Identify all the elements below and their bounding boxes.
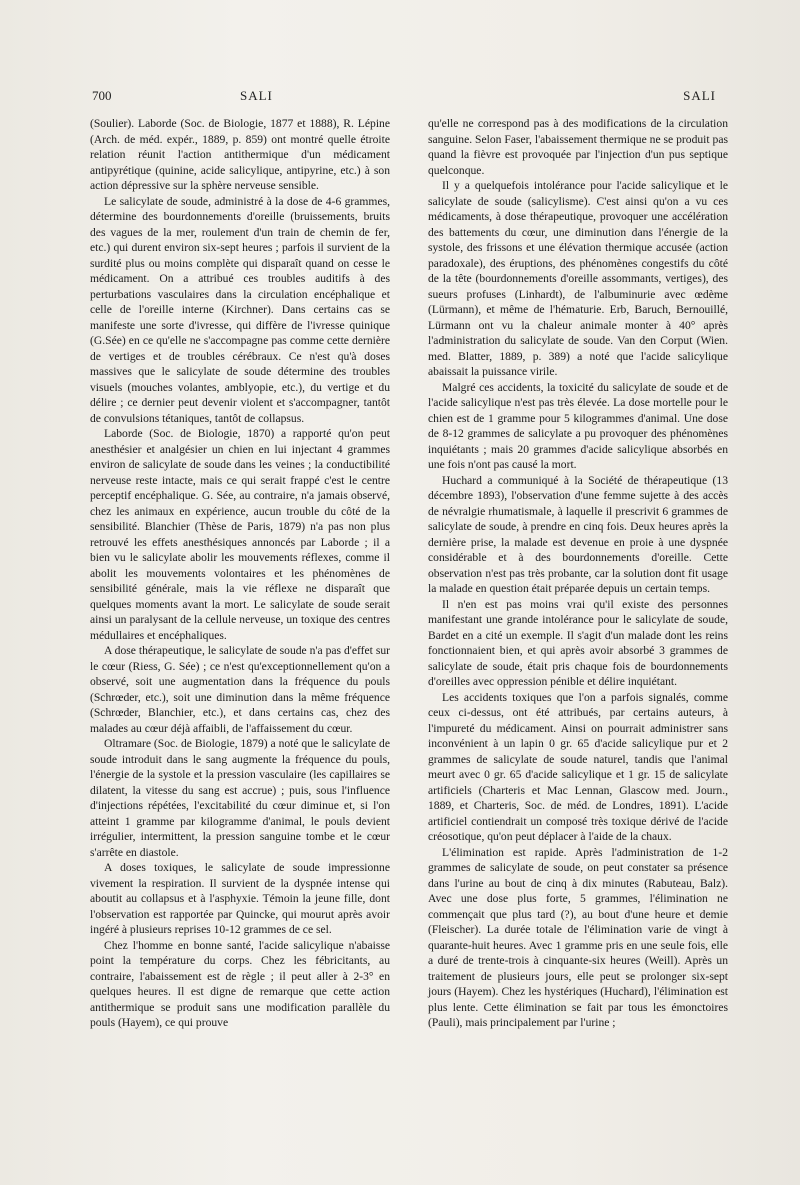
- paragraph: Laborde (Soc. de Biologie, 1870) a rapporté qu'on peut anesthésier et analgésier un chien en lui injectant 4 grammes environ de salicylate de soude dans les veines ; la conductibilité nerveuse reste intacte, mais ce qui serait frappé c'est le centre perceptif encéphalique. G. Sée, au contraire, n'a jamais observé, chez les animaux en expérience, aucun trouble du côté de la sensibilité. Blanchier (Thèse de Paris, 1879) n'a pas non plus retrouvé les effets anesthésiques annoncés par Laborde ; il a bien vu le salicylate abolir les mouvements réflexes, comme il abolit les mouvements volontaires et les phénomènes de sensibilité générale, mais la vie réflexe ne disparaît que quelques moments avant la mort. Le salicylate de soude serait ainsi un paralysant de la cellule nerveuse, un toxique des centres médullaires et encéphaliques.: [90, 427, 390, 642]
- paragraph: Il n'en est pas moins vrai qu'il existe des personnes manifestant une grande intolérance pour le salicylate de soude, Bardet en a cité un exemple. Il s'agit d'un malade dont les reins fonctionnaient bien, et qui après avoir absorbé 3 grammes de salicylate de soude, était pris chaque fois de bourdonnements d'oreilles avec oppression pénible et délire inquiétant.: [428, 597, 728, 688]
- paragraph: Oltramare (Soc. de Biologie, 1879) a noté que le salicylate de soude introduit dans le sang augmente la fréquence du pouls, l'énergie de la systole et la pression vasculaire (les capillaires se dilatent, la vitesse du sang est accrue) ; puis, sous l'influence d'injections répétées, l'excitabilité du cœur diminue et, si l'on atteint 1 gramme par kilogramme d'animal, le pouls devient irrégulier, intermittent, la pression sanguine tombe et le cœur s'arrête en diastole.: [90, 737, 390, 859]
- paragraph: Chez l'homme en bonne santé, l'acide salicylique n'abaisse point la température du corps. Chez les fébricitants, au contraire, l'abaissement est de règle ; il peut aller à 2-3° en quelques heures. Il est digne de remarque que cette action antithermique se produit sans une modification parallèle du pouls (Hayem), ce qui prouve: [90, 938, 390, 1029]
- paragraph: Huchard a communiqué à la Société de thérapeutique (13 décembre 1893), l'observation d'une femme sujette à des accès de névralgie rhumatismale, à laquelle il prescrivit 6 grammes de salicylate de soude, à prendre en cinq fois. Deux heures après la dernière prise, la malade est devenue en proie à une dyspnée considérable et à des bourdonnements d'oreille. Cette observation n'est pas très probante, car la solution dont fit usage la malade en question était préparée depuis un certain temps.: [428, 473, 728, 595]
- paragraph: L'élimination est rapide. Après l'administration de 1-2 grammes de salicylate de soude, on peut constater sa présence dans l'urine au bout de cinq à dix minutes (Rabuteau, Balz). Avec une dose plus forte, 5 grammes, l'élimination ne commençait que plus tard (?), au bout d'une heure et demie (Fleischer). La durée totale de l'élimination varie de vingt à quarante-huit heures. Avec 1 gramme pris en une seule fois, elle a duré de trente-trois à cinquante-six heures (Weill). Après un traitement de plusieurs jours, elle peut se prolonger six-sept jours (Hayem). Chez les hystériques (Huchard), l'élimination est plus lente. Cette élimination se fait par tous les émonctoires (Pauli), mais principalement par l'urine ;: [428, 845, 728, 1029]
- left-column: [90, 116, 390, 1031]
- right-column: [428, 116, 728, 1031]
- paragraph: Le salicylate de soude, administré à la dose de 4-6 grammes, détermine des bourdonnements d'oreille (bruissements, bruits des vagues de la mer, roulement d'un train de chemin de fer, etc.) qui durent environ six-sept heures ; parfois il survient de la surdité plus ou moins complète qui disparaît quand on cesse le médicament. On a attribué ces troubles auditifs à des perturbations vasculaires dans la circulation encéphalique et celle de l'oreille interne (Kirchner). Dans certains cas se manifeste une sorte d'ivresse, qui diffère de l'ivresse quinique (G.Sée) en ce qu'elle ne s'accompagne pas comme cette dernière de vertiges et de troubles cérébraux. Ce n'est qu'à doses massives que le salicylate de soude détermine des troubles visuels (mouches volantes, amblyopie, etc.), du vertige et du délire ; ce dernier peut devenir violent et s'accompagner, tantôt de convulsions tétaniques, tantôt de collapsus.: [90, 194, 390, 425]
- paragraph: Les accidents toxiques que l'on a parfois signalés, comme ceux ci-dessus, ont été attribués, par certains auteurs, à l'impureté du médicament. Ainsi on pourrait administrer sans inconvénient à un lapin 0 gr. 65 d'acide salicylique pur et 2 grammes de salicylate de soude naturel, tandis que l'animal meurt avec 0 gr. 65 d'acide salicylique et 1 gr. 15 de salicylate artificiels (Charteris et Mac Lennan, Glascow med. Journ., 1889, et Charteris, Soc. de méd. de Londres, 1891). L'acide artificiel contiendrait un composé très toxique dérivé de l'acide créosotique, qu'on peut déplacer à l'aide de la chaux.: [428, 690, 728, 843]
- running-title-left: SALI: [240, 88, 273, 103]
- running-header: [92, 88, 720, 108]
- paragraph: qu'elle ne correspond pas à des modifications de la circulation sanguine. Selon Faser, l'abaissement thermique ne se produit pas quand la fièvre est provoquée par l'injection d'un pus septique quelconque.: [428, 117, 728, 177]
- paragraph: Il y a quelquefois intolérance pour l'acide salicylique et le salicylate de soude (salicylisme). C'est ainsi qu'on a vu ces médicaments, à dose thérapeutique, provoquer une accélération des battements du cœur, une diminution dans l'énergie de la systole, des frissons et une élévation thermique accusée (action paradoxale), des éruptions, des phénomènes congestifs du côté de la tête (bourdonnements d'oreille assommants, vertiges), des sueurs profuses (Linhardt), de l'albuminurie avec œdème (Lürmann), et même de l'hématurie. Erb, Baruch, Bernouillé, Lürmann ont vu la chaleur animale monter à 40° après l'administration du salicylate de soude. Van den Corput (Wien. med. Blatter, 1889, p. 389) a noté que l'acide salicylique abaissait la puissance virile.: [428, 179, 728, 378]
- running-title-right: SALI: [683, 88, 716, 103]
- page-number: 700: [92, 88, 112, 103]
- paragraph: A dose thérapeutique, le salicylate de soude n'a pas d'effet sur le cœur (Riess, G. Sée) ; ce n'est qu'exceptionnellement qu'on a observé, soit une augmentation dans la fréquence du pouls (Schrœder, etc.), soit une diminution dans la même fréquence (Schrœder, Blanchier, etc.), et dans certains cas, chez des malades au cœur déjà affaibli, de l'affaissement du cœur.: [90, 644, 390, 735]
- paragraph: Malgré ces accidents, la toxicité du salicylate de soude et de l'acide salicylique n'est pas très élevée. La dose mortelle pour le chien est de 1 gramme pour 5 kilogrammes d'animal. Une dose de 8-12 grammes de salicylate a pu provoquer des phénomènes inquiétants ; mais 20 grammes d'acide salicylique absorbés en une fois n'ont pas causé la mort.: [428, 380, 728, 471]
- paragraph: (Soulier). Laborde (Soc. de Biologie, 1877 et 1888), R. Lépine (Arch. de méd. expér., 1889, p. 859) ont montré quelle étroite relation réunit l'action antithermique d'un médicament antipyrétique (quinine, acide salicylique, antipyrine, etc.) à son action dépressive sur la sphère nerveuse sensible.: [90, 117, 390, 192]
- paragraph: A doses toxiques, le salicylate de soude impressionne vivement la respiration. Il survient de la dyspnée intense qui aboutit au collapsus et à l'asphyxie. Témoin la jeune fille, dont l'observation est rapportée par Quincke, qui mourut après avoir ingéré à plusieurs reprises 10-12 grammes de ce sel.: [90, 861, 390, 936]
